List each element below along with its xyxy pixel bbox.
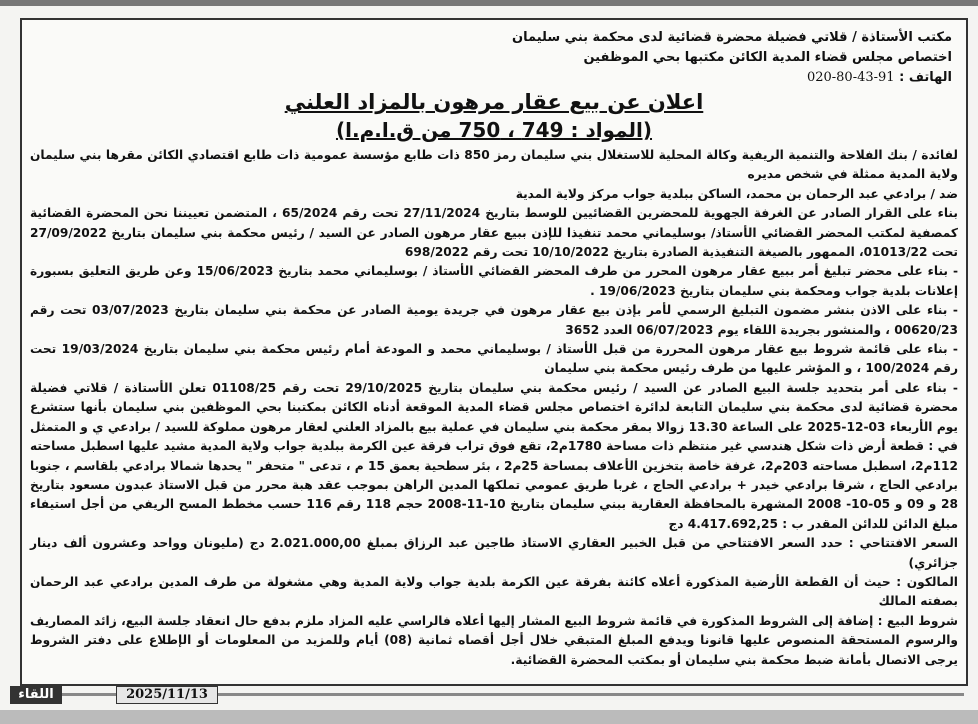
legal-notice xyxy=(20,18,968,686)
paragraph-decision: بناء على القرار الصادر عن الغرفة الجهوية للمحضرين القضائيين للوسط بتاريخ 27/11/2024 تحت رقم 65/2024 ، المتضمن تعييننا نحن المحضرة القضائية كمصفية لمكتب المحضر القضائي الأستاذ/ بوسليماني محمد تنفيذا للإذن ببيع عقار مرهون الصادر عن السيد / رئيس محكمة بني سليمان بتاريخ 27/09/2022 تحت 01013/22، الممهور بالصيغة التنفيذية الصادرة بتاريخ 10/10/2022 تحت رقم 698/2022 xyxy=(30,206,958,260)
newspaper-tag: اللقاء xyxy=(10,686,62,704)
paragraph-owners: المالكون : حيث أن القطعة الأرضية المذكورة أعلاه كائنة بفرقة عين الكرمة بلدية جواب ولاية المدية وهي مشغولة من طرف المدين برادعي عبد الرحمان بصفته المالك xyxy=(30,574,958,609)
paragraph-sale-terms: شروط البيع : إضافة إلى الشروط المذكورة في قائمة شروط البيع المشار إليها أعلاه فالراسي عليه المزاد ملزم بدفع حال انعقاد جلسة البيع، زائد المصاريف والرسوم المستحقة المنصوص عليها قانونا ويدفع المبلغ المتبقي خلال أجل أقصاه ثمانية (08) أيام وللمزيد من المعلومات أو الإطلاع على دفتر الشروط يرجى الاتصال بأمانة ضبط محكمة بني سليمان أو بمكتب المحضرة القضائية. xyxy=(30,613,958,667)
notice-subtitle: (المواد : 749 ، 750 من ق.ا.م.ا) xyxy=(335,118,653,142)
phone-number: 020-80-43-91 xyxy=(806,70,895,85)
top-border xyxy=(0,0,978,6)
paragraph-publication: - بناء على الاذن بنشر مضمون التبليغ الرسمي لأمر بإذن بيع عقار مرهون في جريدة يومية الصادر عن محكمة بني سليمان بتاريخ 03/07/2023 تحت رقم 00620/23 ، والمنشور بجريدة اللقاء يوم 06/07/2023 العدد 3652 xyxy=(30,303,958,337)
notice-body xyxy=(30,146,958,670)
office-phone xyxy=(512,68,952,88)
bottom-border xyxy=(0,710,978,724)
paragraph-sale-session: - بناء على أمر بتحديد جلسة البيع الصادر عن السيد / رئيس محكمة بني سليمان بتاريخ 29/10/2025 تحت رقم 01108/25 تعلن الأستاذة / قلاتي فضيلة محضرة قضائية لدى محكمة بني سليمان التابعة لدائرة اختصاص مجلس قضاء المدية الموقعة أدناه الكائن بمكتبنا بحي الموظفين بني سليمان بأنها ستشرع يوم الأربعاء 03-12-2025 على الساعة 13.30 زوالا بمقر محكمة بني سليمان في عملية بيع بالمزاد العلني لعقار مرهون مملوكة للسيد / برادعي ي و المتمثل في : قطعة أرض ذات شكل هندسي غير منتظم ذات مساحة 1780م2، تقع فوق تراب فرقة عين الكرمة ببلدية جواب ولاية المدية مشيد عليها اسطبل مساحته 112م2، اسطبل مساحته 203م2، غرفة خاصة بتخزين الأعلاف بمساحة 25م2 ، بئر سطحية بعمق 15 م ، تدعى " متحفر " يحدها شمالا برادعي بلقاسم ، جنوبا برادعي الحاج ، شرقا برادعي خيدر + برادعي الحاج ، غربا طريق عمومي تملكها المدين الراهن بموجب عقد هبة محرر من قبل الاستاذ عبدون مسعود بتاريخ 28 و 09 و 05-10- 2008 المشهرة بالمحافظة العقارية ببني سليمان بتاريخ 10-11-2008 حجم 118 رقم 116 حسب مخطط المسح الريفي من أجل استيفاء مبلغ الدائن للدائن المقدر ب : 4.417.692,25 دج xyxy=(30,380,959,531)
notice-title: اعلان عن بيع عقار مرهون بالمزاد العلني xyxy=(284,90,704,114)
paragraph-opening-price: السعر الافتتاحي : حدد السعر الافتتاحي من قبل الخبير العقاري الاستاذ طاجين عبد الرزاق بمبلغ 2.021.000,00 دج (مليونان وواحد وعشرون ألف دينار جزائري) xyxy=(30,536,958,570)
phone-label: الهاتف : xyxy=(899,70,952,85)
office-jurisdiction: اختصاص مجلس قضاء المدية الكائن مكتبها بحي الموظفين xyxy=(583,50,952,65)
notice-header xyxy=(512,28,952,88)
office-name: مكتب الأستاذة / قلاتي فضيلة محضرة قضائية لدى محكمة بني سليمان xyxy=(512,30,952,45)
publication-date: 2025/11/13 xyxy=(116,686,218,704)
paragraph-against: ضد / برادعي عبد الرحمان بن محمد، الساكن ببلدية جواب مركز ولاية المدية xyxy=(515,186,958,201)
paragraph-beneficiary: لفائدة / بنك الفلاحة والتنمية الريفية وكالة المحلية للاستغلال بني سليمان رمز 850 ذات طابع مؤسسة عمومية ذات طابع اقتصادي الكائن مقرها بني سليمان ولاية المدية ممثلة في شخص مديره xyxy=(30,148,958,182)
paragraph-conditions-list: - بناء على قائمة شروط بيع عقار مرهون المحررة من قبل الأستاذ / بوسليماني محمد و المودعة أمام رئيس محكمة بني سليمان بتاريخ 19/03/2024 تحت رقم 100/2024 ، و المؤشر عليها من طرف رئيس محكمة بني سليمان xyxy=(30,342,958,376)
notice-footer xyxy=(0,686,978,700)
paragraph-notification: - بناء على محضر تبليغ أمر ببيع عقار مرهون المحرر من طرف المحضر القضائي الأستاذ / بوسليماني محمد بتاريخ 15/06/2023 وعن طريق التعليق بسبورة إعلانات بلدية جواب ومحكمة بني سليمان بتاريخ 19/06/2023 . xyxy=(30,264,959,298)
